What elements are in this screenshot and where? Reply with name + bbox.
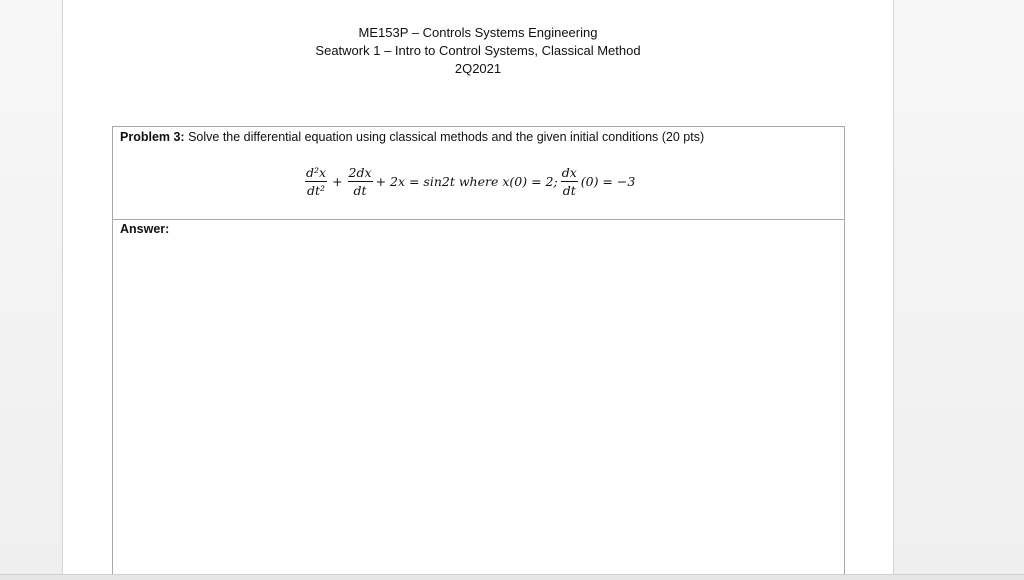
plus-operator: + xyxy=(332,174,343,189)
answer-label: Answer: xyxy=(120,222,170,236)
fraction-numerator: 2dx xyxy=(348,165,372,180)
fraction-numerator: dx xyxy=(561,165,577,180)
fraction-denominator: dt xyxy=(562,183,576,198)
seatwork-title: Seatwork 1 – Intro to Control Systems, Classical Method xyxy=(315,43,641,58)
term-label: 2Q2021 xyxy=(454,61,502,76)
fraction-denominator: dt xyxy=(353,183,367,198)
problem-table xyxy=(112,126,845,575)
differential-equation xyxy=(303,165,636,198)
problem-label: Problem 3: xyxy=(120,130,185,144)
document-header xyxy=(63,24,893,78)
fraction-initial-derivative xyxy=(561,165,578,198)
equation-middle: + 2x = sin2t where x(0) = 2; xyxy=(375,174,558,189)
fraction-second-derivative xyxy=(305,165,327,198)
problem-statement xyxy=(120,130,704,144)
document-page[interactable] xyxy=(62,0,894,574)
fraction-denominator: dt² xyxy=(307,183,326,198)
fraction-numerator: d²x xyxy=(306,165,327,180)
course-title: ME153P – Controls Systems Engineering xyxy=(358,25,598,40)
status-strip xyxy=(0,574,1024,580)
equation-tail: (0) = −3 xyxy=(580,174,636,189)
problem-text: Solve the differential equation using classical methods and the given initial conditions (20 pts) xyxy=(188,130,705,144)
problem-row xyxy=(113,127,844,220)
fraction-first-derivative xyxy=(348,165,373,198)
